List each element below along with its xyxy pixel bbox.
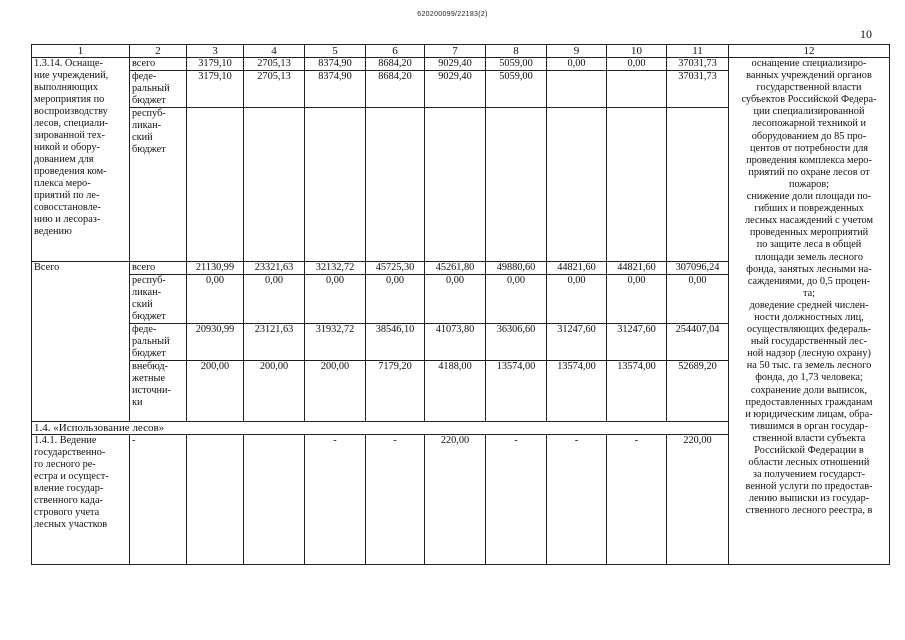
table-row [32,58,890,71]
value-cell: 0,00 [366,275,425,324]
column-header: 11 [667,45,729,58]
value-cell: 200,00 [305,361,366,422]
value-cell: 38546,10 [366,324,425,361]
value-cell: 36306,60 [486,324,547,361]
value-cell: 200,00 [244,361,305,422]
document-id: 620200099/22183(2) [417,11,488,18]
value-cell [187,435,244,565]
value-cell: 32132,72 [305,262,366,275]
column-header: 12 [729,45,890,58]
funding-source: всего [130,58,187,71]
value-cell: 3179,10 [187,58,244,71]
budget-table [31,44,890,565]
funding-source: всего [130,262,187,275]
value-cell: 0,00 [187,275,244,324]
section-heading: 1.4. «Использование лесов» [32,422,729,435]
value-cell: 9029,40 [425,71,486,108]
value-cell [607,71,667,108]
value-cell: 31932,72 [305,324,366,361]
value-cell [486,108,547,262]
value-cell: 31247,60 [547,324,607,361]
value-cell [547,108,607,262]
funding-source: феде- ральный бюджет [130,71,187,108]
value-cell: 9029,40 [425,58,486,71]
column-header: 10 [607,45,667,58]
value-cell: 13574,00 [486,361,547,422]
value-cell: 0,00 [425,275,486,324]
value-cell: 23321,63 [244,262,305,275]
value-cell [244,435,305,565]
value-cell [366,108,425,262]
page-number: 10 [860,27,872,41]
value-cell: - [547,435,607,565]
value-cell: - [607,435,667,565]
value-cell: 37031,73 [667,58,729,71]
value-cell: 200,00 [187,361,244,422]
value-cell: 45261,80 [425,262,486,275]
column-header: 8 [486,45,547,58]
value-cell: 0,00 [547,275,607,324]
table-row [32,45,890,58]
value-cell: 8374,90 [305,58,366,71]
value-cell: 7179,20 [366,361,425,422]
value-cell [244,108,305,262]
column-header: 9 [547,45,607,58]
value-cell: 49880,60 [486,262,547,275]
value-cell: 2705,13 [244,58,305,71]
value-cell: 4188,00 [425,361,486,422]
funding-source: феде- ральный бюджет [130,324,187,361]
value-cell [607,108,667,262]
value-cell: 5059,00 [486,58,547,71]
funding-source: респуб- ликан- ский бюджет [130,108,187,262]
value-cell: 2705,13 [244,71,305,108]
value-cell: 0,00 [244,275,305,324]
value-cell: 31247,60 [607,324,667,361]
value-cell [187,108,244,262]
column-header: 6 [366,45,425,58]
value-cell: 0,00 [305,275,366,324]
column-header: 2 [130,45,187,58]
value-cell: - [486,435,547,565]
value-cell: 41073,80 [425,324,486,361]
value-cell: 8374,90 [305,71,366,108]
value-cell [667,108,729,262]
value-cell: 8684,20 [366,58,425,71]
value-cell: 8684,20 [366,71,425,108]
value-cell [425,108,486,262]
value-cell: 21130,99 [187,262,244,275]
value-cell [547,71,607,108]
value-cell: 3179,10 [187,71,244,108]
value-cell: 307096,24 [667,262,729,275]
funding-source: - [130,435,187,565]
value-cell: 45725,30 [366,262,425,275]
value-cell: 220,00 [425,435,486,565]
column-header: 5 [305,45,366,58]
column-header: 3 [187,45,244,58]
value-cell: - [366,435,425,565]
total-label: Всего [32,262,130,422]
value-cell: 20930,99 [187,324,244,361]
value-cell: 37031,73 [667,71,729,108]
funding-source: респуб- ликан- ский бюджет [130,275,187,324]
value-cell: 13574,00 [607,361,667,422]
value-cell: 220,00 [667,435,729,565]
value-cell: - [305,435,366,565]
value-cell: 44821,60 [547,262,607,275]
value-cell: 44821,60 [607,262,667,275]
value-cell: 52689,20 [667,361,729,422]
value-cell: 0,00 [667,275,729,324]
column-header: 7 [425,45,486,58]
value-cell: 23121,63 [244,324,305,361]
value-cell: 254407,04 [667,324,729,361]
value-cell: 0,00 [607,58,667,71]
funding-source: внебюд- жетные источни- ки [130,361,187,422]
column-header: 4 [244,45,305,58]
value-cell: 13574,00 [547,361,607,422]
value-cell [305,108,366,262]
value-cell: 0,00 [486,275,547,324]
value-cell: 5059,00 [486,71,547,108]
expected-results: оснащение специализиро- ванных учреждений органов государственной власти субъектов Российской Федера- ции специализированной лесопожарной техникой и оборудованием до 85 про- центов от потребности для проведения комплекса меро- приятий по охране лесов от пожаров; снижение доли площади по- гибших и поврежденных лесных насаждений с учетом проведенных мероприятий по защите леса в общей площади земель лесного фонда, занятых лесными на- саждениями, до 0,5 процен- та; доведение средней числен- ности должностных лиц, осуществляющих федераль- ный государственный лес- ной надзор (лесную охрану) на 50 тыс. га земель лесного фонда, до 1,73 человека; сохранение доли выписок, предоставленных гражданам и юридическим лицам, обра- тившимся в орган государ- ственной власти субъекта Российской Федерации в области лесных отношений за получением государст- венной услуги по предостав- лению выписки из государ- ственного лесного реестра, в [729,58,890,565]
measure-name: 1.4.1. Ведение государственно- го лесного ре- естра и осущест- вление государ- ственного када- стрового учета лесных участков [32,435,130,565]
column-header: 1 [32,45,130,58]
value-cell: 0,00 [607,275,667,324]
value-cell: 0,00 [547,58,607,71]
measure-name: 1.3.14. Оснаще- ние учреждений, выполняющих мероприятия по воспроизводству лесов, специали- зированной тех- никой и обору- дованием для проведения ком- плекса меро- приятий по ле- совосстановле- нию и лесораз- ведению [32,58,130,262]
